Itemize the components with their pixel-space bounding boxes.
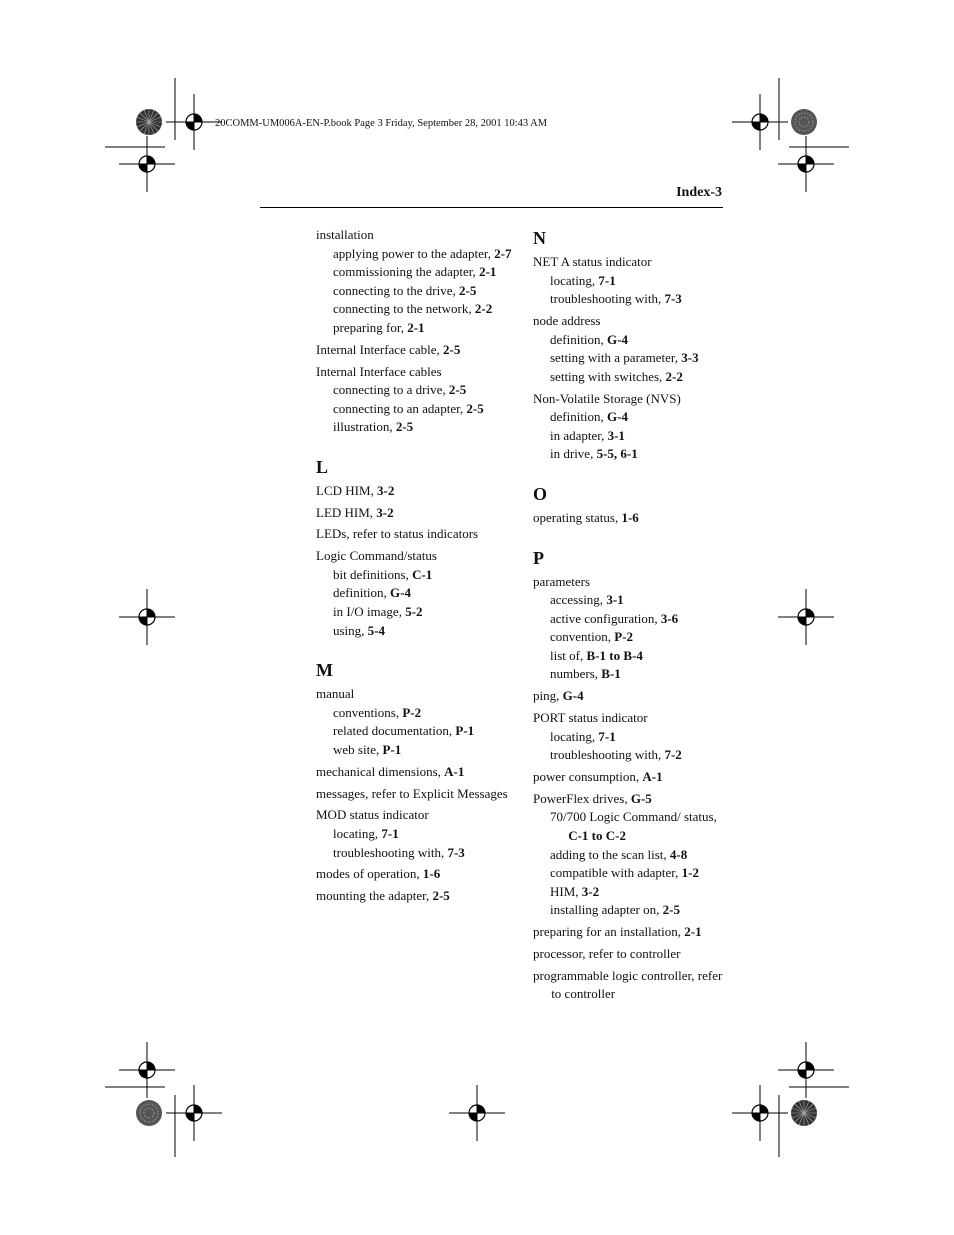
index-letter-heading: L — [316, 456, 329, 477]
page-reference: 2-2 — [474, 301, 493, 317]
subentry-text: in drive, — [550, 446, 597, 462]
subentry-text: adding to the scan list, — [550, 846, 670, 862]
index-term-text: mounting the adapter, — [316, 888, 433, 904]
index-term-text: power consumption, — [533, 769, 643, 784]
subentry-text: troubleshooting with, — [550, 747, 665, 763]
page-reference: 2-5 — [432, 888, 450, 904]
page-reference: A-1 — [444, 763, 465, 779]
page-reference: 2-5 — [459, 282, 477, 298]
subentry-text: preparing for, — [333, 319, 408, 335]
subentry-text: 70/700 Logic Command/ status, — [550, 809, 717, 825]
index-term-text: Non-Volatile Storage (NVS) — [533, 390, 681, 406]
page-reference: 1-2 — [681, 865, 699, 881]
subentry-text: convention, — [550, 629, 615, 645]
page-reference: 3-1 — [607, 427, 625, 443]
subentry-text: accessing, — [550, 592, 607, 608]
page-reference: 2-1 — [407, 319, 425, 335]
crosshair-left-top — [119, 136, 175, 192]
page-reference: C-1 to C-2 — [568, 827, 626, 843]
index-term-text: messages, refer to Explicit Messages — [316, 785, 508, 801]
page-reference: 7-3 — [664, 291, 682, 307]
page-reference: P-1 — [382, 742, 402, 757]
page-reference: 7-2 — [664, 747, 682, 763]
index-term-text: Logic Command/status — [316, 548, 437, 564]
subentry-text: in adapter, — [550, 427, 608, 443]
page-reference: 1-6 — [422, 866, 441, 882]
page-reference: G-4 — [562, 688, 584, 704]
page-reference: 2-1 — [684, 924, 702, 940]
page-reference: G-4 — [390, 585, 411, 601]
index-term-text: operating status, — [533, 509, 622, 525]
page-reference: 3-3 — [681, 350, 699, 366]
index-term-text: installation — [316, 227, 374, 242]
page-reference: P-2 — [402, 704, 422, 720]
index-term-text: ping, — [533, 688, 563, 704]
subentry-text: connecting to the network, — [333, 301, 475, 317]
index-term-text: MOD status indicator — [316, 807, 429, 823]
page-header: Index-3 — [676, 185, 722, 200]
crosshair-right-top — [778, 136, 834, 192]
registration-star-top-left — [136, 109, 162, 135]
subentry-text: locating, — [550, 728, 599, 744]
subentry-text: web site, — [333, 742, 383, 757]
index-term-text: processor, refer to controller — [533, 945, 681, 961]
index-letter-heading: P — [533, 547, 544, 568]
subentry-text: definition, — [333, 585, 391, 601]
page-reference: P-2 — [614, 629, 634, 645]
page-reference: 7-1 — [598, 728, 616, 744]
page-reference: G-4 — [607, 331, 628, 347]
page-reference: 7-3 — [447, 844, 465, 860]
page-reference: 7-1 — [598, 272, 616, 288]
crosshair-bottom-left — [166, 1085, 222, 1141]
crosshair-left-bottom — [119, 1042, 175, 1098]
page-reference: 2-2 — [665, 368, 683, 384]
subentry-text: related documentation, — [333, 723, 456, 739]
index-term-text: preparing for an installation, — [533, 924, 685, 940]
index-term-text: PORT status indicator — [533, 710, 648, 726]
subentry-text: setting with switches, — [550, 368, 666, 384]
registration-star-bottom-right — [791, 1100, 817, 1126]
subentry-text: active configuration, — [550, 610, 661, 626]
subentry-text: troubleshooting with, — [550, 291, 665, 307]
page-reference: 2-5 — [395, 419, 414, 435]
crosshair-top-right — [732, 94, 788, 150]
page-reference: 3-2 — [376, 504, 394, 520]
index-term-text: NET A status indicator — [533, 254, 652, 269]
index-term-text: programmable logic controller, refer to controller — [533, 967, 723, 1002]
page-reference: P-1 — [455, 723, 475, 739]
page-reference: 4-8 — [669, 846, 688, 862]
subentry-text: setting with a parameter, — [550, 350, 682, 366]
page-reference: 5-2 — [405, 604, 423, 620]
print-slug: 20COMM-UM006A-EN-P.book Page 3 Friday, September 28, 2001 10:43 AM — [215, 118, 548, 129]
page-reference: 2-1 — [479, 264, 497, 280]
page-reference: B-1 to B-4 — [586, 647, 643, 663]
subentry-text: connecting to the drive, — [333, 282, 459, 298]
subentry-text: HIM, — [550, 883, 582, 899]
page-reference: 2-5 — [466, 400, 484, 416]
registration-dots-bottom-left — [136, 1100, 162, 1126]
index-term-text: Internal Interface cables — [316, 363, 442, 379]
index-term-text: modes of operation, — [316, 866, 423, 882]
index-term-text: manual — [316, 686, 355, 702]
subentry-text: definition, — [550, 331, 608, 347]
crosshair-bottom-center — [449, 1085, 505, 1141]
index-letter-heading: N — [533, 228, 546, 248]
page-reference: 2-5 — [662, 902, 680, 918]
subentry-text: bit definitions, — [333, 566, 413, 582]
page-reference: 1-6 — [621, 509, 639, 525]
subentry-text: connecting to an adapter, — [333, 400, 467, 416]
subentry-text: commissioning the adapter, — [333, 264, 480, 280]
index-term-text: LEDs, refer to status indicators — [316, 526, 479, 542]
crosshair-right-middle — [778, 589, 834, 645]
index-term-text: Internal Interface cable, — [316, 341, 444, 357]
subentry-text: troubleshooting with, — [333, 844, 448, 860]
index-term-text: LCD HIM, — [316, 482, 378, 498]
index-letter-heading: O — [533, 483, 548, 504]
subentry-text: locating, — [550, 272, 599, 288]
page-reference: G-4 — [607, 409, 628, 425]
index-term-text: parameters — [533, 573, 591, 589]
index-term-text: mechanical dimensions, — [316, 763, 445, 779]
crosshair-top-left — [166, 94, 222, 150]
page-reference: 3-6 — [660, 610, 679, 626]
subentry-text: applying power to the adapter, — [333, 245, 495, 261]
subentry-text: connecting to a drive, — [333, 382, 449, 398]
page-reference: A-1 — [642, 769, 663, 784]
index-term-text: PowerFlex drives, — [533, 790, 631, 806]
subentry-text: locating, — [333, 825, 382, 841]
page-reference: C-1 — [412, 566, 433, 582]
subentry-text: illustration, — [333, 419, 396, 435]
page-reference: 5-5, 6-1 — [596, 446, 638, 462]
subentry-text: definition, — [550, 409, 608, 425]
page-reference: 3-2 — [377, 482, 395, 498]
index-term-text: node address — [533, 312, 601, 328]
page-reference: 2-5 — [443, 341, 461, 357]
crosshair-right-bottom — [778, 1042, 834, 1098]
subentry-text: installing adapter on, — [550, 902, 663, 918]
page-reference: 3-1 — [606, 592, 624, 608]
page-reference: 5-4 — [367, 622, 386, 638]
subentry-text: using, — [333, 622, 368, 638]
subentry-text: in I/O image, — [333, 604, 406, 620]
index-letter-heading: M — [316, 660, 333, 681]
subentry-text: list of, — [550, 647, 587, 663]
subentry-text: compatible with adapter, — [550, 865, 682, 881]
page-reference: 2-5 — [448, 382, 467, 398]
page-reference: 3-2 — [581, 883, 600, 899]
subentry-text: numbers, — [550, 666, 602, 682]
page-reference: B-1 — [601, 666, 621, 682]
registration-dots-top-right — [791, 109, 817, 135]
crosshair-bottom-right — [732, 1085, 788, 1141]
page-reference: 2-7 — [494, 245, 512, 261]
subentry-text: conventions, — [333, 704, 403, 720]
crosshair-left-middle — [119, 589, 175, 645]
page-reference: G-5 — [630, 790, 652, 806]
page-reference: 7-1 — [381, 825, 399, 841]
index-term-text: LED HIM, — [316, 504, 377, 520]
